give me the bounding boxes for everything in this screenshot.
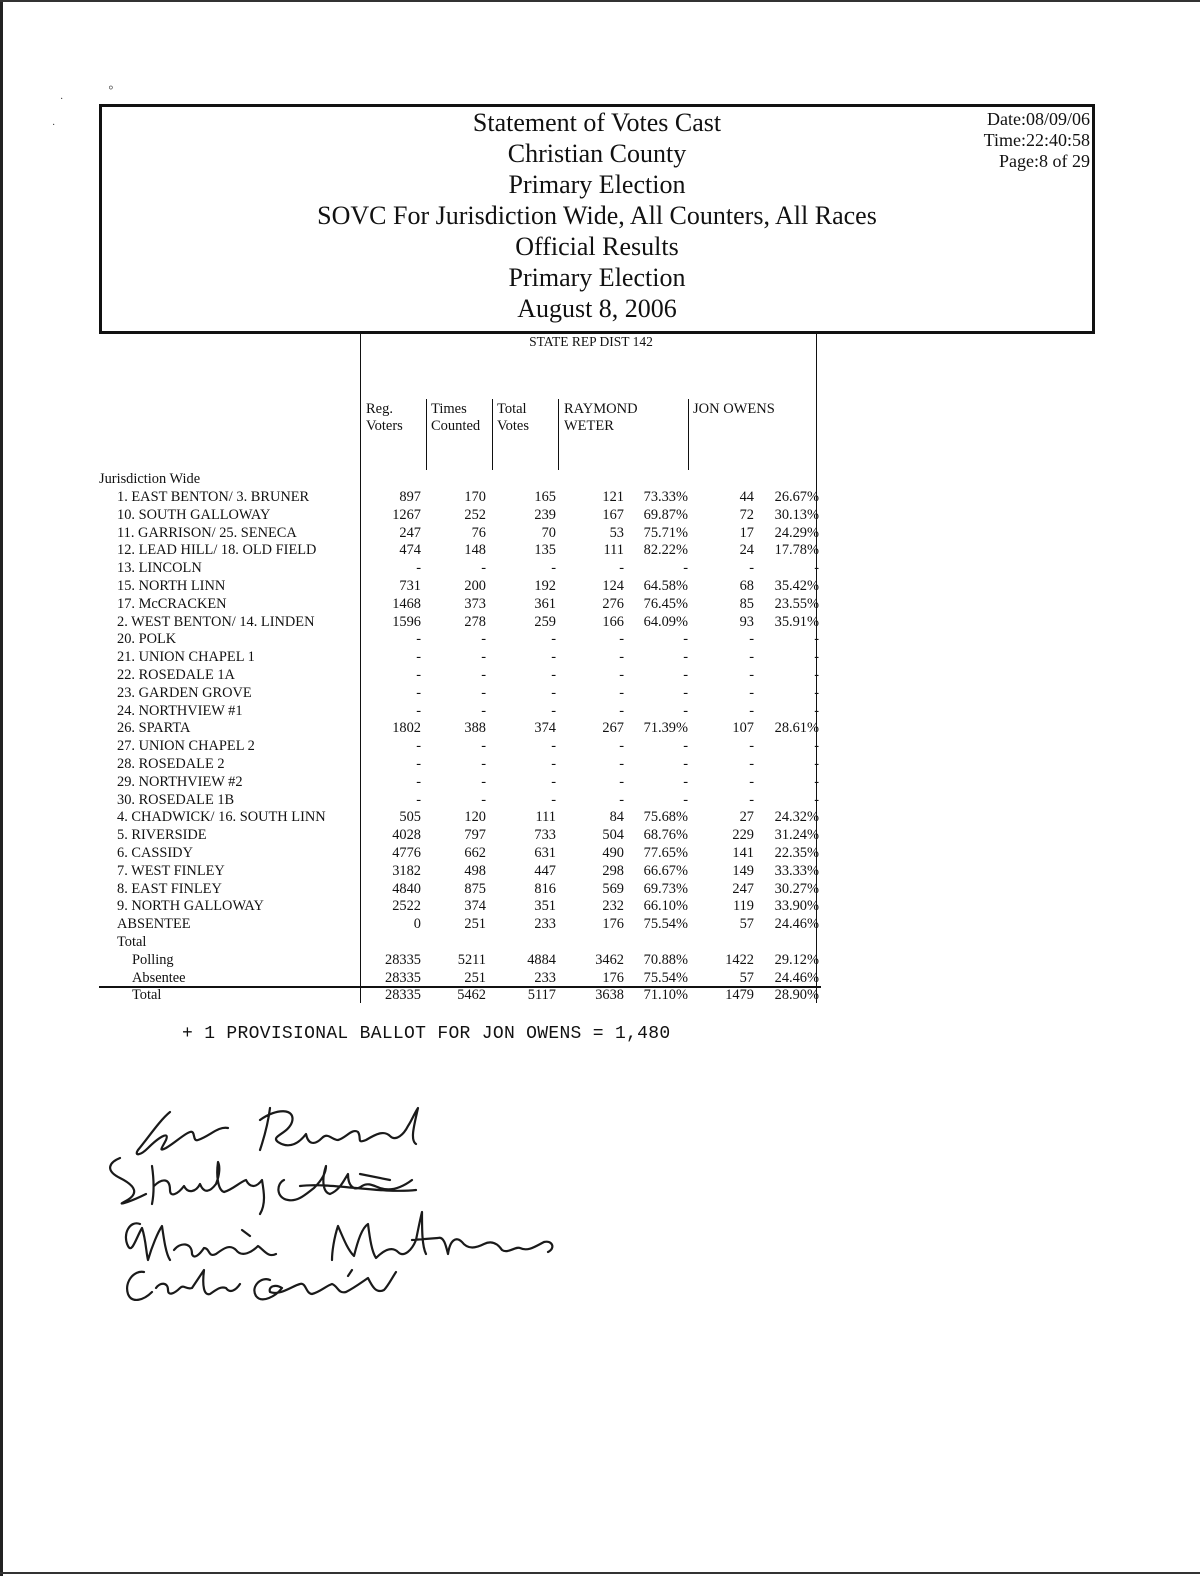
weter-votes-cell: 176	[602, 970, 624, 986]
owens-pct-cell: 33.33%	[774, 862, 819, 879]
table-row	[99, 596, 821, 614]
scan-speck: ⸰	[108, 83, 114, 94]
times-counted-cell: 374	[464, 898, 486, 915]
row-name: Absentee	[132, 970, 186, 986]
col-header-reg-voters: Reg. Voters	[366, 401, 403, 434]
times-counted-cell: 120	[464, 809, 486, 826]
times-counted-cell: -	[481, 649, 486, 666]
owens-votes-cell: 57	[739, 916, 754, 933]
owens-votes-cell: -	[749, 667, 754, 683]
table-row	[99, 578, 821, 596]
reg-voters-cell: 0	[413, 916, 421, 933]
precinct-name: 6. CASSIDY	[117, 845, 193, 861]
precinct-name: 22. ROSEDALE 1A	[117, 667, 235, 683]
owens-pct-cell: 24.29%	[774, 524, 819, 541]
table-row	[99, 809, 821, 827]
col-header-total-votes: Total Votes	[497, 401, 529, 434]
row-name: Total	[132, 987, 162, 1003]
signature-3	[126, 1212, 552, 1260]
times-counted-cell: 76	[471, 524, 486, 541]
results-status: Official Results	[515, 232, 679, 261]
weter-pct-cell: 68.76%	[643, 827, 688, 844]
weter-pct-cell: 82.22%	[643, 542, 688, 559]
reg-voters-cell: -	[416, 649, 421, 666]
table-row	[99, 792, 821, 810]
weter-pct-cell: 76.45%	[643, 595, 688, 612]
precinct-name: 17. McCRACKEN	[117, 595, 227, 612]
weter-pct-cell: 64.58%	[643, 578, 688, 594]
reg-voters-cell: 505	[399, 809, 421, 826]
reg-voters-cell: 28335	[385, 952, 421, 968]
total-votes-cell: 233	[534, 916, 556, 933]
owens-votes-cell: 44	[739, 489, 754, 505]
times-counted-cell: 148	[464, 542, 486, 559]
times-counted-cell: 662	[464, 845, 486, 861]
total-votes-cell: -	[551, 560, 556, 577]
weter-votes-cell: 84	[609, 809, 624, 826]
times-counted-cell: -	[481, 684, 486, 701]
weter-pct-cell: 71.39%	[643, 720, 688, 737]
owens-votes-cell: -	[749, 702, 754, 719]
weter-votes-cell: 504	[602, 827, 624, 844]
table-row	[99, 827, 821, 845]
total-votes-cell: 374	[534, 720, 556, 737]
times-counted-cell: -	[481, 667, 486, 683]
times-counted-cell: 5211	[457, 952, 486, 968]
total-votes-cell: -	[551, 756, 556, 772]
table-row	[99, 560, 821, 578]
owens-votes-cell: -	[749, 560, 754, 577]
total-label-row	[99, 934, 821, 952]
table-row	[99, 756, 821, 774]
reg-voters-cell: -	[416, 684, 421, 701]
table-row	[99, 649, 821, 667]
total-votes-cell: -	[551, 773, 556, 790]
owens-votes-cell: 1422	[725, 952, 754, 968]
precinct-name: 28. ROSEDALE 2	[117, 756, 225, 772]
weter-pct-cell: 75.71%	[643, 524, 688, 541]
precinct-name: 2. WEST BENTON/ 14. LINDEN	[117, 613, 315, 630]
total-votes-cell: 165	[534, 489, 556, 505]
table-row	[99, 720, 821, 738]
precinct-name: 15. NORTH LINN	[117, 578, 226, 594]
weter-votes-cell: 276	[602, 595, 624, 612]
provisional-ballot-note: + 1 PROVISIONAL BALLOT FOR JON OWENS = 1,480	[182, 1024, 671, 1044]
owens-pct-cell: 23.55%	[774, 595, 819, 612]
owens-votes-cell: -	[749, 649, 754, 666]
weter-votes-cell: -	[619, 773, 624, 790]
scan-edge-left	[0, 0, 3, 1576]
table-row	[99, 881, 821, 899]
weter-pct-cell: 70.88%	[643, 952, 688, 968]
owens-votes-cell: 85	[739, 595, 754, 612]
reg-voters-cell: -	[416, 773, 421, 790]
weter-votes-cell: 166	[602, 613, 624, 630]
weter-pct-cell: 69.87%	[643, 506, 688, 523]
reg-voters-cell: -	[416, 631, 421, 648]
owens-votes-cell: -	[749, 738, 754, 755]
owens-pct-cell: -	[814, 560, 819, 577]
weter-votes-cell: 490	[602, 845, 624, 861]
table-row	[99, 863, 821, 881]
total-votes-cell: -	[551, 684, 556, 701]
weter-pct-cell: 73.33%	[643, 489, 688, 505]
reg-voters-cell: -	[416, 756, 421, 772]
total-votes-cell: 192	[534, 578, 556, 594]
owens-votes-cell: 72	[739, 506, 754, 523]
table-row	[99, 631, 821, 649]
times-counted-cell: -	[481, 773, 486, 790]
table-row	[99, 542, 821, 560]
owens-pct-cell: -	[814, 738, 819, 755]
weter-votes-cell: 167	[602, 506, 624, 523]
times-counted-cell: 252	[464, 506, 486, 523]
owens-votes-cell: -	[749, 791, 754, 808]
total-votes-cell: -	[551, 791, 556, 808]
total-votes-cell: 239	[534, 506, 556, 523]
total-votes-cell: 631	[534, 845, 556, 861]
reg-voters-cell: 28335	[385, 987, 421, 1003]
owens-votes-cell: 149	[732, 862, 754, 879]
reg-voters-cell: 4028	[392, 827, 421, 844]
total-votes-cell: 351	[534, 898, 556, 915]
reg-voters-cell: 3182	[392, 862, 421, 879]
times-counted-cell: 278	[464, 613, 486, 630]
report-title: Statement of Votes Cast	[472, 108, 722, 137]
precinct-name: 21. UNION CHAPEL 1	[117, 649, 255, 666]
weter-pct-cell: -	[683, 702, 688, 719]
scan-speck: ·	[60, 94, 64, 105]
election-date: August 8, 2006	[517, 294, 677, 323]
owens-votes-cell: 107	[732, 720, 754, 737]
total-votes-cell: 5117	[527, 987, 556, 1003]
owens-pct-cell: 24.46%	[774, 916, 819, 933]
owens-votes-cell: 1479	[725, 987, 754, 1003]
times-counted-cell: -	[481, 702, 486, 719]
owens-pct-cell: 35.42%	[774, 578, 819, 594]
weter-pct-cell: -	[683, 560, 688, 577]
table-row	[99, 703, 821, 721]
owens-votes-cell: 17	[739, 524, 754, 541]
owens-pct-cell: 29.12%	[774, 952, 819, 968]
weter-pct-cell: -	[683, 756, 688, 772]
owens-pct-cell: -	[814, 684, 819, 701]
total-votes-cell: -	[551, 702, 556, 719]
table-row	[99, 685, 821, 703]
times-counted-cell: -	[481, 560, 486, 577]
times-counted-cell: 170	[464, 489, 486, 505]
total-votes-cell: 816	[534, 880, 556, 897]
owens-votes-cell: 24	[739, 542, 754, 559]
weter-votes-cell: 3638	[595, 987, 624, 1003]
column-divider	[558, 399, 559, 470]
report-header-box	[99, 104, 1095, 334]
county-name: Christian County	[507, 139, 687, 168]
weter-pct-cell: 64.09%	[643, 613, 688, 630]
total-votes-cell: -	[551, 649, 556, 666]
table-row	[99, 507, 821, 525]
times-counted-cell: -	[481, 791, 486, 808]
owens-pct-cell: 30.13%	[774, 506, 819, 523]
times-counted-cell: 5462	[457, 987, 486, 1003]
weter-votes-cell: 176	[602, 916, 624, 933]
weter-votes-cell: 3462	[595, 952, 624, 968]
precinct-name: 1. EAST BENTON/ 3. BRUNER	[117, 489, 310, 505]
reg-voters-cell: 2522	[392, 898, 421, 915]
owens-pct-cell: -	[814, 756, 819, 772]
table-row	[99, 525, 821, 543]
table-row	[99, 845, 821, 863]
owens-votes-cell: 68	[739, 578, 754, 594]
times-counted-cell: 388	[464, 720, 486, 737]
reg-voters-cell: 1468	[392, 595, 421, 612]
weter-pct-cell: -	[683, 791, 688, 808]
owens-votes-cell: -	[749, 631, 754, 648]
weter-votes-cell: -	[619, 667, 624, 683]
precinct-name: 29. NORTHVIEW #2	[117, 773, 243, 790]
total-votes-cell: -	[551, 738, 556, 755]
reg-voters-cell: -	[416, 738, 421, 755]
precinct-name: 20. POLK	[117, 631, 177, 648]
weter-votes-cell: 298	[602, 862, 624, 879]
reg-voters-cell: -	[416, 702, 421, 719]
owens-votes-cell: -	[749, 684, 754, 701]
owens-pct-cell: 30.27%	[774, 880, 819, 897]
owens-pct-cell: 35.91%	[774, 613, 819, 630]
table-row	[99, 738, 821, 756]
weter-votes-cell: 124	[602, 578, 624, 594]
total-votes-cell: 70	[541, 524, 556, 541]
precinct-name: 24. NORTHVIEW #1	[117, 702, 243, 719]
weter-votes-cell: 232	[602, 898, 624, 915]
col-header-raymond-weter: RAYMOND WETER	[564, 401, 638, 434]
times-counted-cell: 797	[464, 827, 486, 844]
times-counted-cell: -	[481, 756, 486, 772]
total-votes-cell: 111	[535, 809, 556, 826]
report-page: Page:8 of 29	[999, 151, 1090, 171]
owens-pct-cell: 28.90%	[774, 987, 819, 1003]
table-row	[99, 916, 821, 934]
precinct-name: 11. GARRISON/ 25. SENECA	[117, 524, 297, 541]
reg-voters-cell: -	[416, 560, 421, 577]
reg-voters-cell: 28335	[385, 970, 421, 986]
reg-voters-cell: -	[416, 791, 421, 808]
scan-edge-top	[0, 0, 1200, 2]
owens-votes-cell: 93	[739, 613, 754, 630]
owens-pct-cell: 24.32%	[774, 809, 819, 826]
election-name-2: Primary Election	[508, 263, 686, 292]
owens-votes-cell: 141	[732, 845, 754, 861]
total-votes-cell: 4884	[527, 952, 556, 968]
weter-votes-cell: 569	[602, 880, 624, 897]
total-votes-cell: 233	[534, 970, 556, 986]
weter-votes-cell: -	[619, 702, 624, 719]
table-row	[99, 667, 821, 685]
times-counted-cell: 251	[464, 916, 486, 933]
owens-votes-cell: 229	[732, 827, 754, 844]
weter-pct-cell: -	[683, 631, 688, 648]
reg-voters-cell: 247	[399, 524, 421, 541]
owens-pct-cell: 28.61%	[774, 720, 819, 737]
times-counted-cell: 373	[464, 595, 486, 612]
total-votes-cell: 259	[534, 613, 556, 630]
weter-votes-cell: 111	[603, 542, 624, 559]
precinct-name: 8. EAST FINLEY	[117, 880, 222, 897]
report-title-block	[102, 107, 1092, 324]
table-row	[99, 774, 821, 792]
weter-pct-cell: -	[683, 649, 688, 666]
precinct-name: 7. WEST FINLEY	[117, 862, 225, 879]
weter-pct-cell: 69.73%	[643, 880, 688, 897]
col-header-times-counted: Times Counted	[431, 401, 481, 434]
times-counted-cell: 875	[464, 880, 486, 897]
weter-votes-cell: 53	[609, 524, 624, 541]
race-title: STATE REP DIST 142	[529, 334, 653, 349]
total-section-label: Total	[117, 934, 147, 950]
reg-voters-cell: 474	[399, 542, 421, 559]
signature-block	[100, 1090, 570, 1320]
precinct-name: 5. RIVERSIDE	[117, 827, 207, 844]
times-counted-cell: -	[481, 631, 486, 648]
grand-total-row	[99, 987, 821, 1005]
precinct-name: 30. ROSEDALE 1B	[117, 791, 235, 808]
weter-pct-cell: 71.10%	[643, 987, 688, 1003]
report-time: Time:22:40:58	[983, 130, 1090, 150]
owens-votes-cell: -	[749, 773, 754, 790]
precinct-name: 9. NORTH GALLOWAY	[117, 898, 264, 915]
scan-speck: ·	[52, 120, 56, 131]
scan-edge-bottom	[0, 1572, 1200, 1574]
section-label: Jurisdiction Wide	[99, 471, 201, 487]
weter-pct-cell: 75.68%	[643, 809, 688, 826]
precinct-name: 12. LEAD HILL/ 18. OLD FIELD	[117, 542, 317, 559]
weter-pct-cell: 75.54%	[643, 916, 688, 933]
total-votes-cell: -	[551, 667, 556, 683]
weter-pct-cell: 75.54%	[643, 970, 688, 986]
weter-votes-cell: -	[619, 791, 624, 808]
weter-votes-cell: -	[619, 631, 624, 648]
reg-voters-cell: 4776	[392, 845, 421, 861]
reg-voters-cell: 1267	[392, 506, 421, 523]
owens-pct-cell: 24.46%	[774, 970, 819, 986]
reg-voters-cell: 1596	[392, 613, 421, 630]
total-votes-cell: 447	[534, 862, 556, 879]
weter-pct-cell: -	[683, 684, 688, 701]
owens-votes-cell: 247	[732, 880, 754, 897]
total-votes-cell: 361	[534, 595, 556, 612]
owens-pct-cell: -	[814, 631, 819, 648]
table-row	[99, 898, 821, 916]
weter-votes-cell: -	[619, 738, 624, 755]
times-counted-cell: 498	[464, 862, 486, 879]
total-votes-cell: 135	[534, 542, 556, 559]
col-header-jon-owens: JON OWENS	[693, 401, 775, 417]
precinct-name: 27. UNION CHAPEL 2	[117, 738, 255, 755]
times-counted-cell: 251	[464, 970, 486, 986]
owens-votes-cell: 27	[739, 809, 754, 826]
weter-pct-cell: -	[683, 667, 688, 683]
owens-pct-cell: -	[814, 773, 819, 790]
weter-pct-cell: 66.10%	[643, 898, 688, 915]
weter-pct-cell: 66.67%	[643, 862, 688, 879]
report-date: Date:08/09/06	[987, 109, 1090, 129]
owens-pct-cell: 31.24%	[774, 827, 819, 844]
reg-voters-cell: 897	[399, 489, 421, 505]
reg-voters-cell: 731	[399, 578, 421, 594]
reg-voters-cell: -	[416, 667, 421, 683]
section-label-row	[99, 471, 821, 489]
weter-votes-cell: 121	[602, 489, 624, 505]
owens-pct-cell: -	[814, 667, 819, 683]
owens-votes-cell: -	[749, 756, 754, 772]
owens-pct-cell: 33.90%	[774, 898, 819, 915]
weter-votes-cell: 267	[602, 720, 624, 737]
owens-pct-cell: 22.35%	[774, 845, 819, 861]
owens-pct-cell: -	[814, 649, 819, 666]
precinct-name: 23. GARDEN GROVE	[117, 684, 252, 701]
owens-votes-cell: 57	[739, 970, 754, 986]
owens-votes-cell: 119	[732, 898, 754, 915]
weter-pct-cell: 77.65%	[643, 845, 688, 861]
owens-pct-cell: 26.67%	[774, 489, 819, 505]
table-row	[99, 614, 821, 632]
signature-2	[110, 1158, 416, 1214]
signature-1	[137, 1108, 418, 1154]
column-divider	[688, 399, 689, 470]
times-counted-cell: 200	[464, 578, 486, 594]
table-row	[99, 489, 821, 507]
owens-pct-cell: 17.78%	[774, 542, 819, 559]
precinct-name: 13. LINCOLN	[117, 560, 202, 577]
reg-voters-cell: 4840	[392, 880, 421, 897]
weter-pct-cell: -	[683, 773, 688, 790]
times-counted-cell: -	[481, 738, 486, 755]
owens-pct-cell: -	[814, 791, 819, 808]
total-votes-cell: -	[551, 631, 556, 648]
precinct-name: 4. CHADWICK/ 16. SOUTH LINN	[117, 809, 326, 826]
owens-pct-cell: -	[814, 702, 819, 719]
precinct-name: ABSENTEE	[117, 916, 191, 933]
column-divider	[426, 399, 427, 470]
weter-pct-cell: -	[683, 738, 688, 755]
column-divider	[492, 399, 493, 470]
weter-votes-cell: -	[619, 684, 624, 701]
weter-votes-cell: -	[619, 649, 624, 666]
precinct-name: 26. SPARTA	[117, 720, 191, 737]
row-name: Polling	[132, 952, 174, 968]
polling-total-row	[99, 952, 821, 970]
weter-votes-cell: -	[619, 560, 624, 577]
precinct-name: 10. SOUTH GALLOWAY	[117, 506, 271, 523]
weter-votes-cell: -	[619, 756, 624, 772]
reg-voters-cell: 1802	[392, 720, 421, 737]
total-votes-cell: 733	[534, 827, 556, 844]
election-name: Primary Election	[508, 170, 686, 199]
report-scope: SOVC For Jurisdiction Wide, All Counters, All Races	[317, 201, 877, 230]
signature-4	[127, 1270, 396, 1300]
report-meta	[984, 109, 1090, 172]
